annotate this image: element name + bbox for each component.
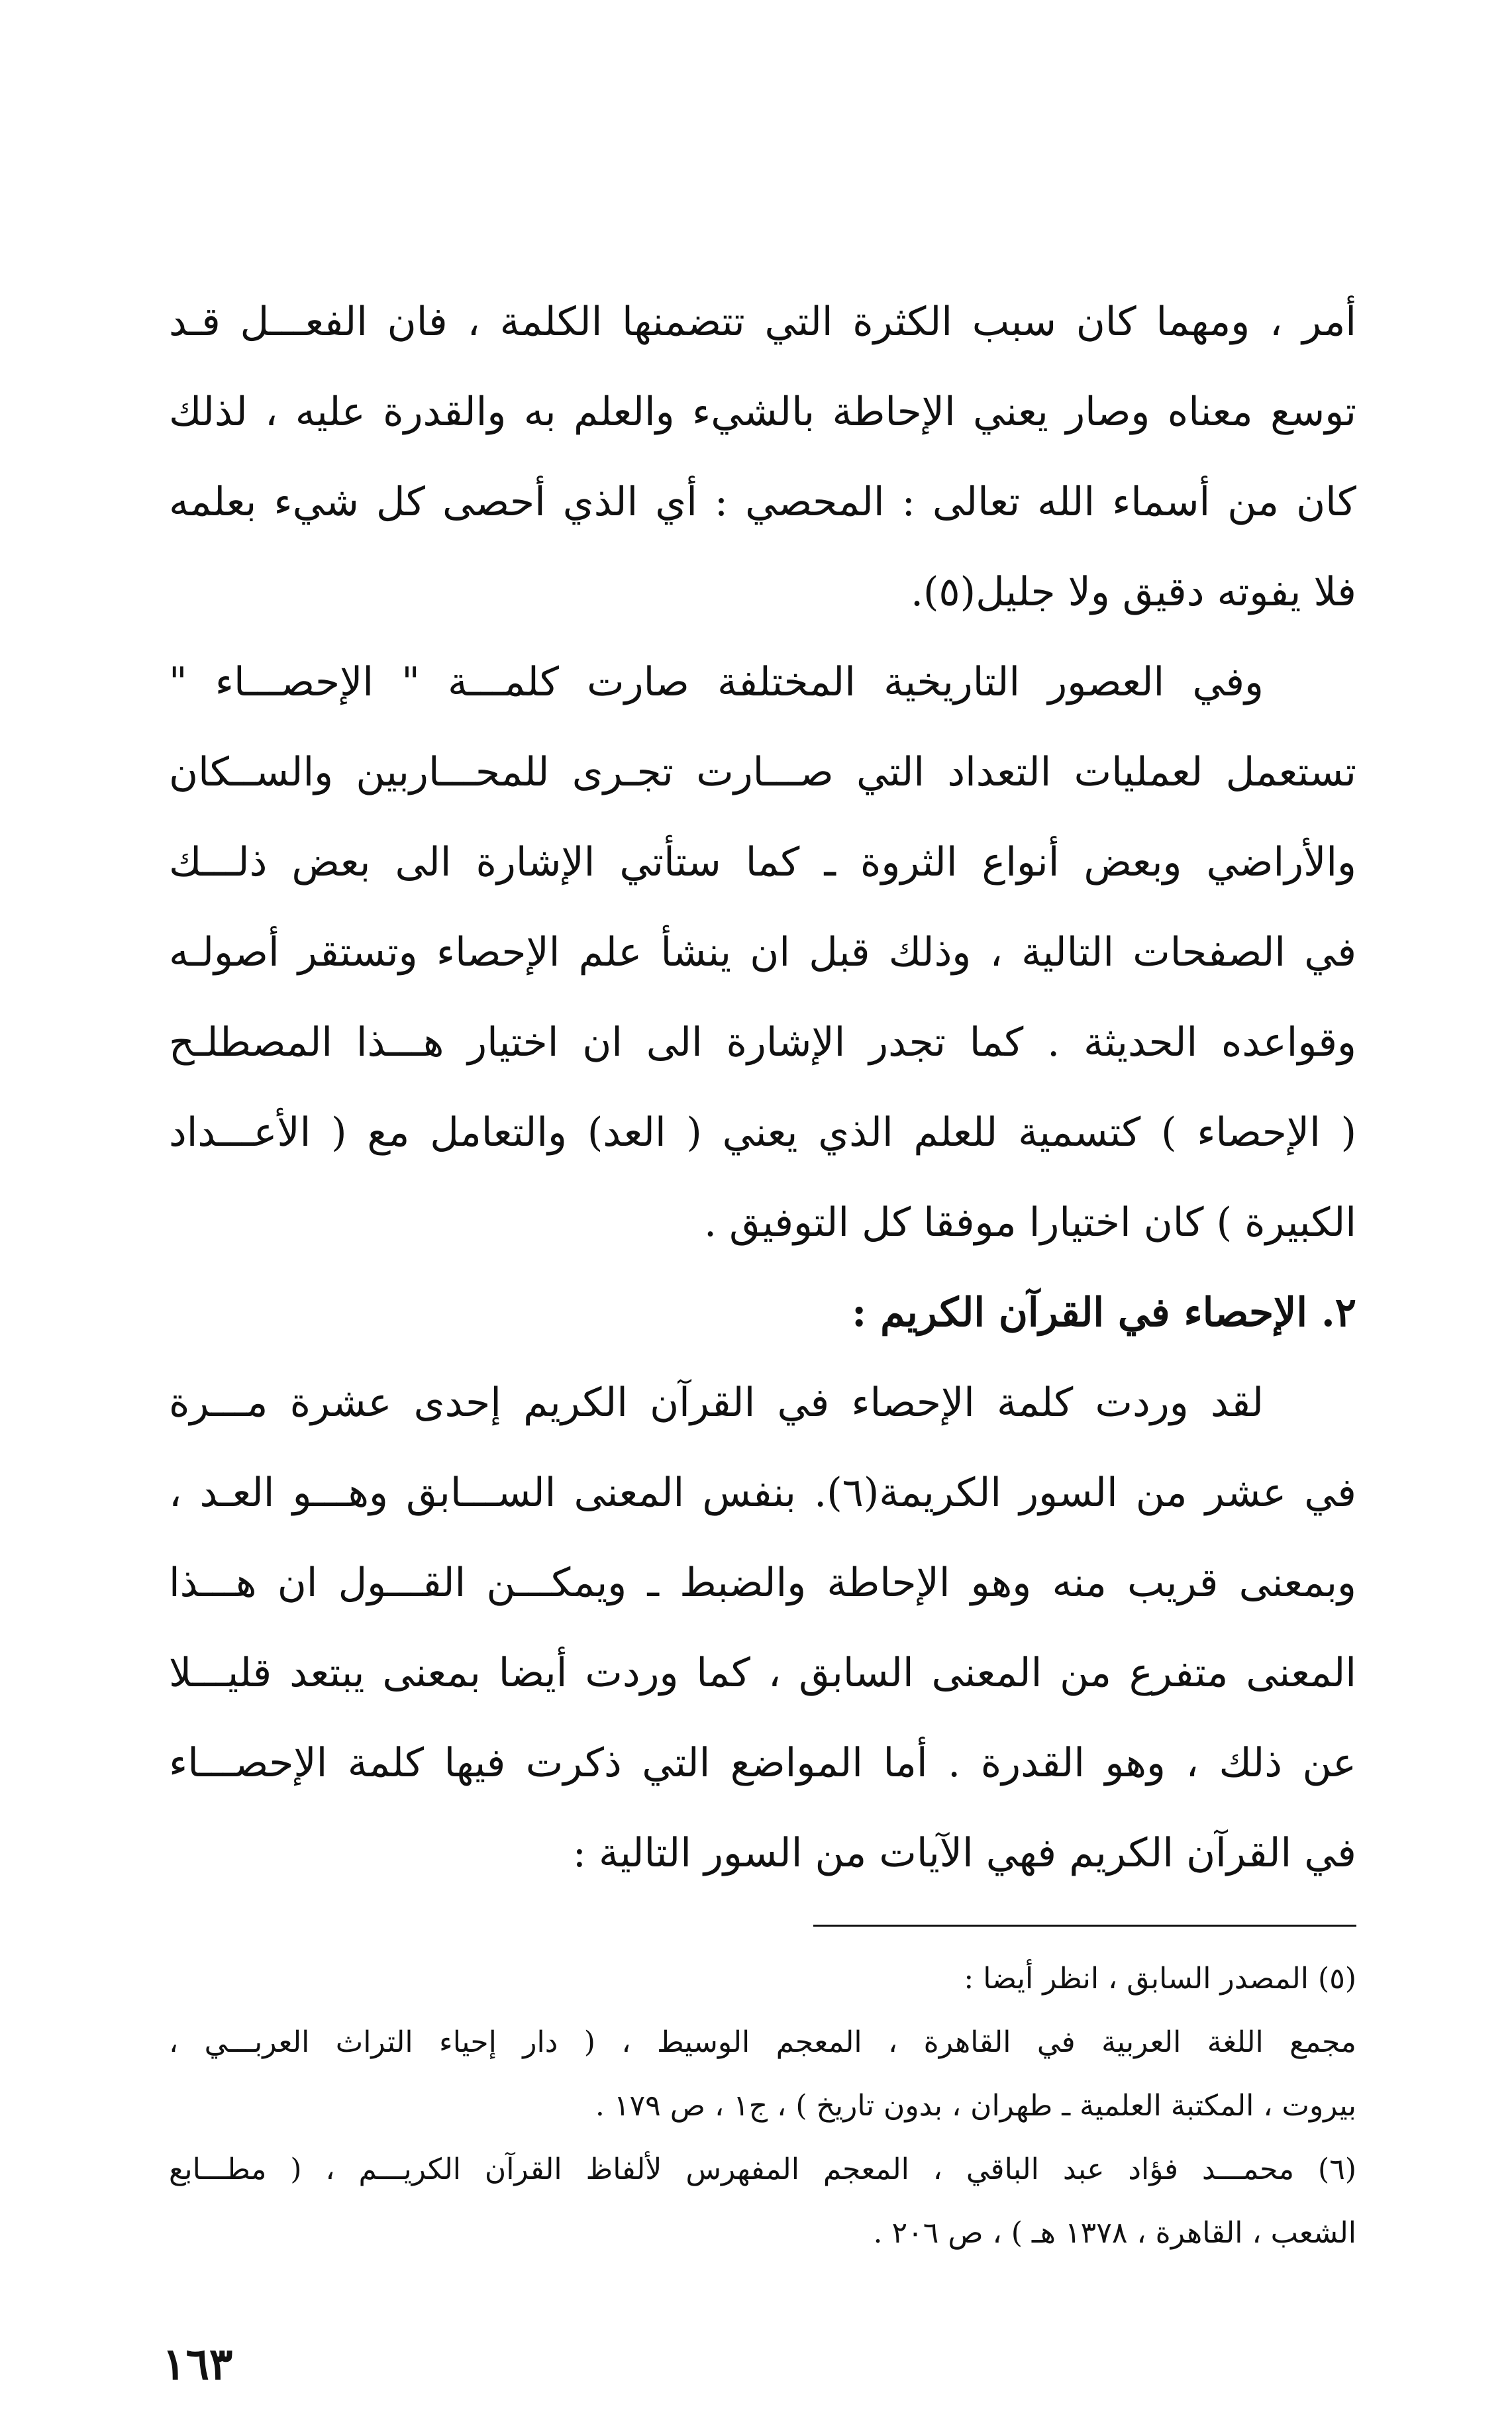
section-heading: ٢. الإحصاء في القرآن الكريم : <box>852 1290 1356 1336</box>
text-line: وقواعده الحديثة . كما تجدر الإشارة الى ان اختيار هـــذا المصطلـح <box>169 1019 1356 1066</box>
text-line: الكبيرة ) كان اختيارا موفقا كل التوفيق . <box>704 1199 1356 1246</box>
main-text <box>169 277 1356 1898</box>
footnote-line: بيروت ، المكتبة العلمية ـ طهران ، بدون تاريخ ) ، ج١ ، ص ١٧٩ . <box>595 2089 1356 2123</box>
text-line: في الصفحات التالية ، وذلك قبل ان ينشأ علم الإحصاء وتستقر أصولـه <box>169 929 1356 976</box>
footnote-divider <box>813 1925 1356 1927</box>
paragraph-start-line: وفي العصور التاريخية المختلفة صارت كلمـــة " الإحصـــاء " <box>169 659 1264 705</box>
text-line: أمر ، ومهما كان سبب الكثرة التي تتضمنها الكلمة ، فان الفعـــل قـد <box>169 299 1356 345</box>
footnote-line: مجمع اللغة العربية في القاهرة ، المعجم الوسيط ، ( دار إحياء التراث العربـــي ، <box>169 2025 1356 2059</box>
text-line: تستعمل لعمليات التعداد التي صـــارت تجـرى للمحـــاربين والســكان <box>169 749 1356 795</box>
footnote-line: الشعب ، القاهرة ، ١٣٧٨ هـ ) ، ص ٢٠٦ . <box>873 2216 1356 2250</box>
text-line: المعنى متفرع من المعنى السابق ، كما وردت أيضا بمعنى يبتعد قليـــلا <box>169 1650 1356 1696</box>
text-line: فلا يفوته دقيق ولا جليل(٥). <box>910 569 1356 615</box>
text-line: والأراضي وبعض أنواع الثروة ـ كما ستأتي الإشارة الى بعض ذلـــك <box>169 839 1356 886</box>
footnotes <box>169 1947 1356 2265</box>
text-line: توسع معناه وصار يعني الإحاطة بالشيء والعلم به والقدرة عليه ، لذلك <box>169 389 1356 435</box>
footnote-line: (٥) المصدر السابق ، انظر أيضا : <box>964 1962 1356 1996</box>
text-line: في عشر من السور الكريمة(٦). بنفس المعنى الســـابق وهـــو العـد ، <box>169 1470 1356 1516</box>
footnote-line: (٦) محمـــد فؤاد عبد الباقي ، المعجم المفهرس لألفاظ القرآن الكريـــم ، ( مطـــابع <box>169 2152 1356 2186</box>
text-line: كان من أسماء الله تعالى : المحصي : أي الذي أحصى كل شيء بعلمه <box>169 479 1356 525</box>
page-number: ١٦٣ <box>162 2338 233 2390</box>
text-line: وبمعنى قريب منه وهو الإحاطة والضبط ـ ويمكـــن القـــول ان هـــذا <box>169 1560 1356 1606</box>
text-line: عن ذلك ، وهو القدرة . أما المواضع التي ذكرت فيها كلمة الإحصـــاء <box>169 1740 1356 1786</box>
text-line: ( الإحصاء ) كتسمية للعلم الذي يعني ( العد) والتعامل مع ( الأعـــداد <box>169 1109 1356 1156</box>
text-line: في القرآن الكريم فهي الآيات من السور التالية : <box>572 1830 1356 1876</box>
paragraph-start-line: لقد وردت كلمة الإحصاء في القرآن الكريم إحدى عشرة مـــرة <box>169 1380 1264 1426</box>
